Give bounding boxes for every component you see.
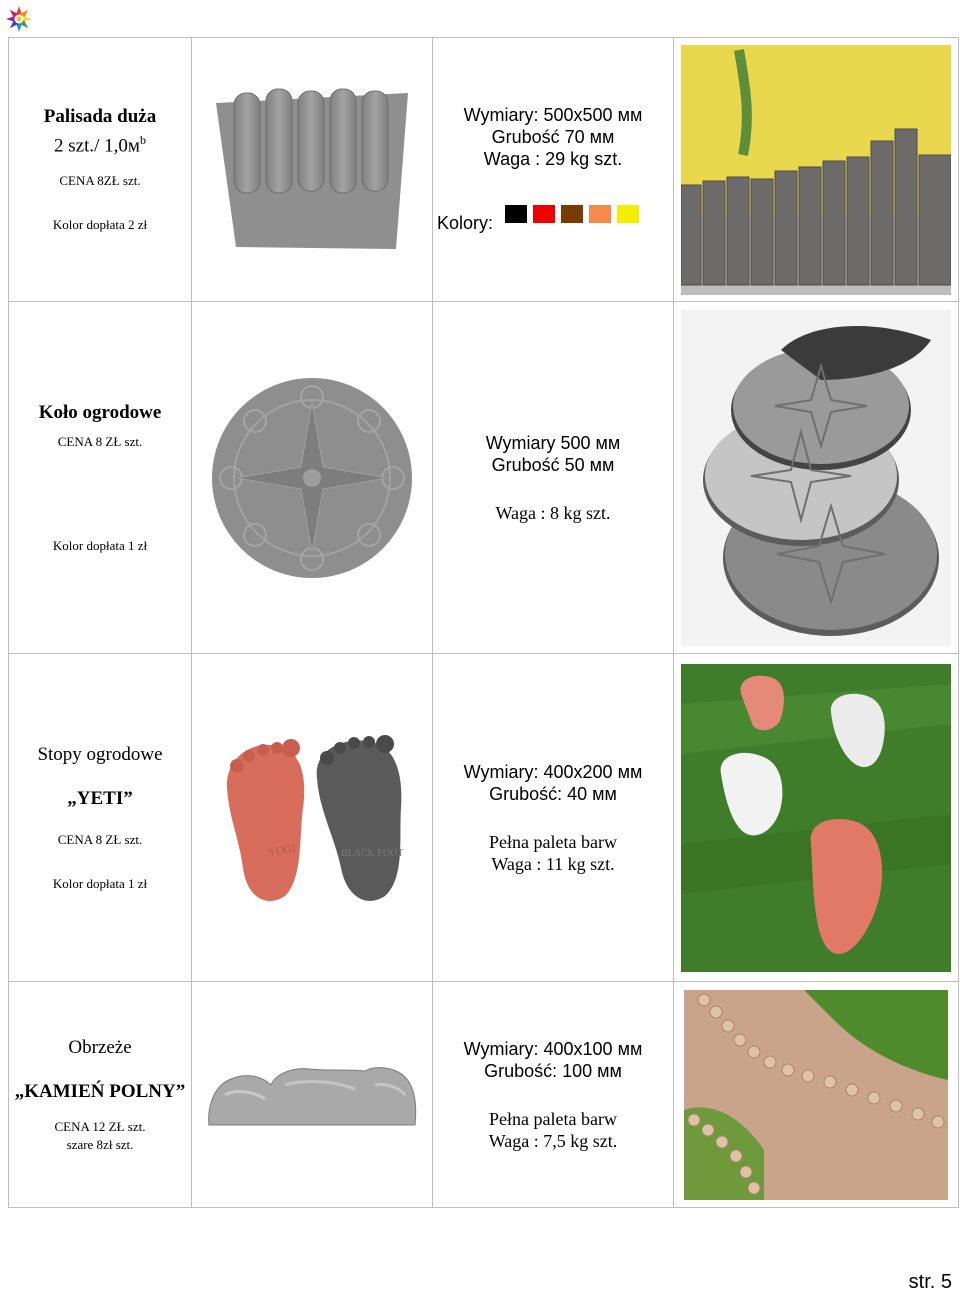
product-image-cell: [192, 302, 433, 654]
product-name-cell: [9, 38, 192, 302]
field-stone-path-photo: [684, 990, 948, 1200]
spec-palette: Pełna paleta barw: [489, 1108, 617, 1129]
spec-dimensions: Wymiary: 400x200 мм: [463, 761, 643, 782]
spec-weight: Waga : 29 kg szt.: [483, 149, 623, 170]
product-spec-cell: [433, 654, 674, 982]
swatch-red: [533, 205, 555, 223]
table-row: [9, 654, 959, 982]
product-name-cell: [9, 654, 192, 982]
spec-dimensions: Wymiary 500 мм: [485, 432, 621, 453]
table-row: [9, 38, 959, 302]
swatch-yellow: [617, 205, 639, 223]
product-spec-cell: [433, 38, 674, 302]
spec-dimensions: Wymiary: 500x500 мм: [463, 105, 643, 126]
spec-thickness: Grubość 70 мм: [491, 127, 615, 148]
swatch-black: [505, 205, 527, 223]
color-fee: Kolor dopłata 2 zł: [52, 216, 148, 232]
product-name: Palisada duża: [43, 106, 157, 128]
colors-row: [433, 212, 673, 234]
product-name: Obrzeże: [68, 1036, 132, 1058]
table-row: [9, 302, 959, 654]
color-fee: Kolor dopłata 1 zł: [52, 875, 148, 891]
product-price: CENA 12 ZŁ szt.: [54, 1118, 146, 1134]
swatch-brown: [561, 205, 583, 223]
color-fee: Kolor dopłata 1 zł: [52, 537, 148, 553]
foot-text-a: YOGI: [267, 841, 297, 859]
product-subname: „KAMIEŃ POLNY”: [14, 1080, 186, 1102]
garden-circles-photo: [681, 310, 951, 646]
qty-sup: b: [139, 133, 146, 148]
product-spec-cell: [433, 982, 674, 1208]
garden-feet-image: [207, 728, 417, 908]
spec-thickness: Grubość: 100 мм: [484, 1060, 622, 1081]
product-photo-cell: [674, 654, 959, 982]
colors-label: Kolory:: [437, 213, 494, 234]
product-name: Stopy ogrodowe: [37, 743, 163, 765]
product-photo-cell: [674, 982, 959, 1208]
garden-feet-photo: [681, 664, 951, 972]
page-number: str. 5: [908, 1271, 952, 1293]
logo-icon: [5, 5, 33, 33]
product-photo-cell: [674, 302, 959, 654]
product-name: Koło ogrodowe: [38, 401, 162, 423]
spec-thickness: Grubość 50 мм: [491, 454, 615, 475]
product-price: CENA 8ZŁ szt.: [59, 172, 141, 188]
product-subname: „YETI”: [67, 787, 133, 809]
product-price-grey: szare 8zł szt.: [66, 1136, 134, 1152]
foot-text-b: BLACK FOOT: [341, 847, 404, 859]
product-qty: [9, 129, 191, 157]
spec-weight: Waga : 8 kg szt.: [495, 502, 611, 523]
swatch-orange: [589, 205, 611, 223]
spec-palette: Pełna paleta barw: [489, 831, 617, 852]
spec-weight: Waga : 7,5 kg szt.: [488, 1130, 618, 1151]
product-name-cell: [9, 982, 192, 1208]
palisade-image: [212, 85, 412, 255]
spec-weight: Waga : 11 kg szt.: [491, 853, 615, 874]
spec-dimensions: Wymiary: 400x100 мм: [463, 1038, 643, 1059]
product-table: [8, 37, 959, 1208]
product-name-cell: [9, 302, 192, 654]
product-image-cell: [192, 654, 433, 982]
qty-text: 2 szt./ 1,0м: [54, 135, 140, 157]
table-row: [9, 982, 959, 1208]
field-stone-image: [205, 1055, 419, 1135]
product-image-cell: [192, 38, 433, 302]
product-photo-cell: [674, 38, 959, 302]
garden-circle-image: [209, 375, 415, 581]
color-swatches: [505, 205, 639, 223]
palisade-photo: [681, 45, 951, 295]
product-price: CENA 8 ZŁ szt.: [57, 831, 143, 847]
product-image-cell: [192, 982, 433, 1208]
product-price: CENA 8 ZŁ szt.: [57, 433, 143, 449]
spec-thickness: Grubość: 40 мм: [489, 783, 617, 804]
product-spec-cell: [433, 302, 674, 654]
